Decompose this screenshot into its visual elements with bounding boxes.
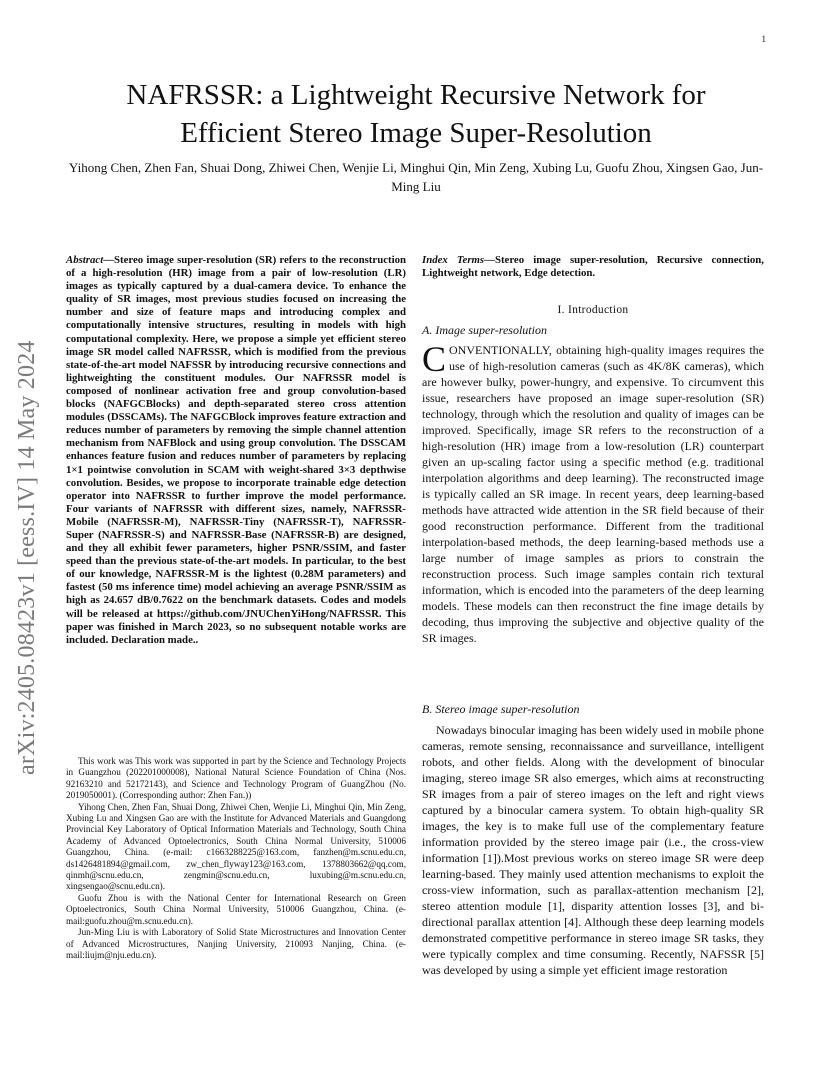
- abstract-text: —Stereo image super-resolution (SR) refers to the reconstruction of a high-resolution (HR) image from a pair of low-resolution (LR) images as typically captured by a dual-camera device. To enhance the quality of SR images, most previous studies focused on increasing the number and size of feature maps and introducing complex and computationally intensive structures, resulting in models with high computational complexity. Here, we propose a simple yet efficient stereo image SR model called NAFRSSR, which is modified from the previous state-of-the-art model NAFSSR by introducing recursive connections and lightweighting the constituent modules. Our NAFRSSR model is composed of nonlinear activation free and group convolution-based blocks (NAFGCBlocks) and depth-separated stereo cross attention modules (DSSCAMs). The NAFGCBlock improves feature extraction and reduces number of parameters by removing the simple channel attention mechanism from NAFBlock and using group convolution. The DSSCAM enhances feature fusion and reduces number of parameters by replacing 1×1 pointwise convolution in SCAM with weight-shared 3×3 depthwise convolution. Besides, we propose to incorporate trainable edge detection operator into NAFRSSR to further improve the model performance. Four variants of NAFRSSR with different sizes, namely, NAFRSSR-Mobile (NAFRSSR-M), NAFRSSR-Tiny (NAFRSSR-T), NAFRSSR-Super (NAFRSSR-S) and NAFRSSR-Base (NAFRSSR-B) are designed, and they all exhibit fewer parameters, higher PSNR/SSIM, and faster speed than the previous state-of-the-art models. In particular, to the best of our knowledge, NAFRSSR-M is the lightest (0.28M parameters) and fastest (50 ms inference time) model achieving an average PSNR/SSIM as high as 24.657 dB/0.7622 on the benchmark datasets. Codes and models will be released at https://github.com/JNUChenYiHong/NAFRSSR. This paper was finished in March 2023, so no subsequent notable works are included. Declaration made..: [66, 254, 406, 646]
- index-terms-label: Index Terms: [422, 254, 485, 266]
- subsection-heading-a: A. Image super-resolution: [422, 323, 547, 337]
- index-terms-text: —Stereo image super-resolution, Recursive connection, Lightweight network, Edge detection.: [422, 254, 764, 280]
- subsection-a-body: [422, 339, 764, 646]
- page-number: 1: [761, 34, 766, 44]
- footnote-affiliation-1: Yihong Chen, Zhen Fan, Shuai Dong, Zhiwei Chen, Wenjie Li, Minghui Qin, Min Zeng, Xubing Lu and Xingsen Gao are with the Institute for Advanced Materials and Guangdong Provincial Key Laboratory of Optical Information Materials and Technology, South China Academy of Advanced Optoelectronics, South China Normal University, 510006 Guangzhou, China. (e-mail: c1663288225@163.com, fanzhen@m.scnu.edu.cn, ds1426481894@gmail.com, zw_chen_flyway123@163.com, 1378803662@qq.com, qinmh@scnu.edu.cn, zengmin@scnu.edu.cn, luxubing@m.scnu.edu.cn, xingsengao@scnu.edu.cn).: [66, 801, 406, 892]
- footnote-funding: This work was This work was supported in part by the Science and Technology Projects in Guangzhou (202201000008), National Natural Science Foundation of China (Nos. 92163210 and 52172143), and Science and Technology Program of GuangZhou (No. 2019050001). (Corresponding author: Zhen Fan.)): [66, 756, 406, 801]
- section-heading-introduction: I. Introduction: [557, 304, 629, 316]
- index-terms: [422, 254, 764, 280]
- abstract: [66, 254, 406, 647]
- footnote-affiliation-3: Jun-Ming Liu is with Laboratory of Solid State Microstructures and Innovation Center of Advanced Microstructures, Nanjing University, 210093 Nanjing, China. (e-mail:liujm@nju.edu.cn).: [66, 927, 406, 960]
- subsection-heading-b: B. Stereo image super-resolution: [422, 702, 580, 716]
- footnotes: [66, 756, 406, 961]
- arxiv-stamp: arXiv:2405.08423v1 [eess.IV] 14 May 2024: [14, 340, 40, 775]
- title-line-1: NAFRSSR: a Lightweight Recursive Network for: [126, 79, 706, 111]
- title-line-2: Efficient Stereo Image Super-Resolution: [180, 117, 652, 149]
- subsection-a-text: ONVENTIONALLY, obtaining high-quality images requires the use of high-resolution cameras (such as 4K/8K cameras), which are however bulky, power-hungry, and expensive. To circumvent this issue, researchers have proposed an image super-resolution (SR) technology, through which the resolution and quality of images can be improved. Specifically, image SR refers to the reconstruction of a high-resolution (HR) image from a low-resolution (LR) counterpart given an up-scaling factor using a specific method (e.g. traditional interpolation algorithms and deep learning). The reconstructed image is typically called an SR image. In recent years, deep learning-based methods have attracted wide attention in the SR field because of their good reconstruction performance. Different from the traditional interpolation-based methods, the deep learning-based methods use a large number of image samples as priors to constrain the reconstruction process. Such image samples contain rich textural information, which is encoded into the parameters of the deep learning models. These models can then reconstruct the fine image details by decoding, thus improving the subjective and objective quality of the SR images.: [422, 343, 764, 645]
- paper-title: [66, 76, 766, 152]
- author-list: Yihong Chen, Zhen Fan, Shuai Dong, Zhiwei Chen, Wenjie Li, Minghui Qin, Min Zeng, Xubing Lu, Guofu Zhou, Xingsen Gao, Jun-Ming Liu: [68, 160, 764, 194]
- subsection-b-body: Nowadays binocular imaging has been widely used in mobile phone cameras, remote sensing, reconnaissance and surveillance, intelligent robots, and other fields. Along with the development of binocular imaging, stereo image SR also emerges, which aims at reconstructing SR images from a pair of stereo images on the left and right views captured by a binocular camera system. To obtain high-quality SR images, the key is to make full use of the complementary feature information provided by the stereo image pair (i.e., the cross-view information [1]).Most previous works on stereo image SR were deep learning-based. They mainly used attention mechanisms to exploit the cross-view information, such as parallax-attention mechanism [2], stereo attention module [1], disparity attention losses [3], and bi-directional parallax attention [4]. Although these deep learning models demonstrated competitive performance in stereo image SR tasks, they were typically complex and time consuming. Recently, NAFSSR [5] was developed by using a simple yet efficient image restoration: [422, 723, 764, 977]
- drop-cap: C: [422, 339, 447, 379]
- footnote-affiliation-2: Guofu Zhou is with the National Center for International Research on Green Optoelectronics, South China Normal University, 510006 Guangzhou, China. (e-mail:guofu.zhou@m.scnu.edu.cn).: [66, 892, 406, 926]
- abstract-label: Abstract: [66, 254, 104, 266]
